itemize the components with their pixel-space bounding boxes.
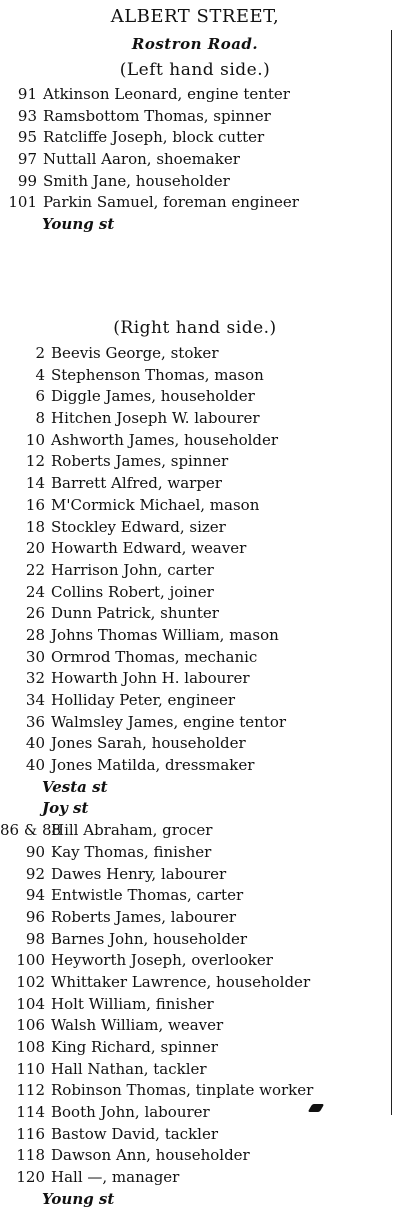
resident-entry: Ashworth James, householder	[51, 430, 279, 449]
resident-entry: King Richard, spinner	[51, 1038, 218, 1056]
list-item	[0, 365, 390, 387]
house-number: 32	[25, 669, 45, 688]
cross-street: Vesta st	[42, 777, 108, 796]
resident-entry: Parkin Samuel, foreman engineer	[43, 193, 299, 212]
list-item	[0, 755, 390, 777]
resident-entry: Dawes Henry, labourer	[51, 864, 227, 883]
resident-entry: Dawson Ann, householder	[51, 1146, 250, 1165]
house-number: 106	[16, 1016, 45, 1035]
resident-entry: Jones Sarah, householder	[51, 734, 246, 753]
house-number: 18	[25, 517, 45, 536]
resident-entry: Johns Thomas William, mason	[51, 625, 279, 644]
list-item	[0, 560, 390, 582]
right-side-list	[0, 343, 390, 1211]
house-number: 95	[17, 128, 37, 147]
list-item	[0, 603, 390, 625]
list-item	[0, 972, 390, 994]
left-side-heading: (Left hand side.)	[119, 60, 271, 80]
list-item	[0, 106, 390, 128]
house-number: 110	[16, 1059, 45, 1078]
list-item	[0, 1124, 390, 1146]
list-item	[0, 451, 390, 473]
list-item	[0, 929, 390, 951]
resident-entry: Stockley Edward, sizer	[51, 517, 226, 536]
list-item	[0, 127, 390, 149]
cross-street: Young st	[42, 1189, 115, 1208]
house-number: 26	[25, 604, 45, 623]
street-location: Rostron Road.	[131, 35, 259, 53]
house-number: 98	[25, 929, 45, 948]
house-number: 24	[25, 582, 45, 601]
house-number: 108	[16, 1038, 45, 1056]
resident-entry: Holliday Peter, engineer	[51, 691, 236, 709]
house-number: 114	[16, 1103, 45, 1122]
resident-entry: Dunn Patrick, shunter	[51, 604, 219, 623]
house-number: 4	[35, 365, 45, 384]
resident-entry: Stephenson Thomas, mason	[51, 365, 264, 384]
resident-entry: M'Cormick Michael, mason	[51, 495, 260, 514]
resident-entry: Beevis George, stoker	[51, 344, 219, 362]
resident-entry: Walmsley James, engine tentor	[51, 712, 287, 731]
list-item	[0, 907, 390, 929]
house-number: 22	[25, 560, 45, 579]
resident-entry: Nuttall Aaron, shoemaker	[43, 150, 240, 169]
resident-entry: Roberts James, spinner	[51, 452, 229, 471]
house-number: 100	[16, 951, 45, 970]
resident-entry: Hall —, manager	[51, 1168, 180, 1187]
list-item	[0, 1102, 390, 1124]
house-number: 99	[17, 171, 37, 190]
list-item	[0, 171, 390, 193]
house-number: 120	[16, 1168, 45, 1187]
list-item	[0, 430, 390, 452]
house-number: 93	[17, 106, 37, 125]
house-number: 36	[25, 712, 45, 731]
house-number: 30	[25, 647, 45, 666]
resident-entry: Hill Abraham, grocer	[51, 821, 213, 840]
column-rule	[391, 30, 392, 1115]
list-item	[0, 1167, 390, 1189]
house-number: 104	[16, 994, 45, 1013]
list-item	[0, 386, 390, 408]
resident-entry: Entwistle Thomas, carter	[51, 886, 244, 905]
list-item	[0, 192, 390, 214]
list-item	[0, 820, 390, 842]
resident-entry: Robinson Thomas, tinplate worker	[51, 1081, 314, 1100]
list-item	[0, 625, 390, 647]
house-number: 86 & 88	[0, 821, 62, 840]
list-item	[0, 582, 390, 604]
list-item	[0, 495, 390, 517]
resident-entry: Harrison John, carter	[51, 560, 214, 579]
resident-entry: Collins Robert, joiner	[51, 582, 214, 601]
list-item	[0, 1059, 390, 1081]
house-number: 40	[25, 756, 45, 775]
list-item	[0, 1080, 390, 1102]
resident-entry: Ratcliffe Joseph, block cutter	[43, 128, 265, 147]
resident-entry: Smith Jane, householder	[43, 171, 230, 190]
resident-entry: Atkinson Leonard, engine tenter	[43, 85, 290, 103]
house-number: 40	[25, 734, 45, 753]
list-item	[0, 733, 390, 755]
house-number: 14	[25, 474, 45, 493]
list-item	[0, 647, 390, 669]
house-number: 20	[25, 539, 45, 558]
resident-entry: Bastow David, tackler	[51, 1124, 219, 1143]
house-number: 90	[25, 842, 45, 861]
street-title: ALBERT STREET,	[110, 6, 280, 27]
resident-entry: Barrett Alfred, warper	[51, 474, 222, 493]
house-number: 34	[25, 691, 45, 709]
house-number: 116	[16, 1124, 45, 1143]
resident-entry: Booth John, labourer	[51, 1103, 210, 1122]
house-number: 96	[25, 907, 45, 926]
house-number: 12	[25, 452, 45, 471]
list-item	[0, 994, 390, 1016]
house-number: 94	[25, 886, 45, 905]
list-item	[0, 473, 390, 495]
resident-entry: Whittaker Lawrence, householder	[51, 972, 311, 991]
list-item	[0, 408, 390, 430]
list-item	[0, 950, 390, 972]
house-number: 102	[16, 972, 45, 991]
list-item	[0, 864, 390, 886]
list-item	[0, 538, 390, 560]
list-item	[0, 842, 390, 864]
resident-entry: Heyworth Joseph, overlooker	[51, 951, 273, 970]
house-number: 118	[16, 1146, 45, 1165]
house-number: 8	[35, 409, 45, 428]
resident-entry: Walsh William, weaver	[51, 1016, 224, 1035]
resident-entry: Jones Matilda, dressmaker	[51, 756, 255, 775]
list-item	[0, 1037, 390, 1059]
list-item	[0, 885, 390, 907]
house-number: 112	[16, 1081, 45, 1100]
list-item	[0, 690, 390, 712]
house-number: 2	[35, 344, 45, 362]
house-number: 6	[35, 387, 45, 406]
list-item	[0, 517, 390, 539]
list-item	[0, 84, 390, 106]
list-item	[0, 149, 390, 171]
house-number: 101	[8, 193, 37, 212]
list-item	[0, 343, 390, 365]
resident-entry: Hall Nathan, tackler	[51, 1059, 207, 1078]
resident-entry: Holt William, finisher	[51, 994, 214, 1013]
list-item	[0, 712, 390, 734]
resident-entry: Ramsbottom Thomas, spinner	[43, 106, 271, 125]
house-number: 16	[25, 495, 45, 514]
house-number: 28	[25, 625, 45, 644]
resident-entry: Hitchen Joseph W. labourer	[51, 409, 260, 428]
right-side-heading: (Right hand side.)	[113, 318, 277, 338]
house-number: 91	[17, 85, 37, 103]
house-number: 92	[25, 864, 45, 883]
list-item	[0, 668, 390, 690]
cross-street: Joy st	[42, 799, 89, 818]
resident-entry: Kay Thomas, finisher	[51, 842, 212, 861]
resident-entry: Howarth John H. labourer	[51, 669, 250, 688]
list-item	[0, 1145, 390, 1167]
house-number: 97	[17, 150, 37, 169]
list-item	[0, 1015, 390, 1037]
resident-entry: Roberts James, labourer	[51, 907, 237, 926]
resident-entry: Howarth Edward, weaver	[51, 539, 247, 558]
house-number: 10	[25, 430, 45, 449]
resident-entry: Diggle James, householder	[51, 387, 255, 406]
left-side-list	[0, 84, 390, 236]
resident-entry: Ormrod Thomas, mechanic	[51, 647, 258, 666]
resident-entry: Barnes John, householder	[51, 929, 248, 948]
cross-street: Young st	[42, 215, 115, 234]
